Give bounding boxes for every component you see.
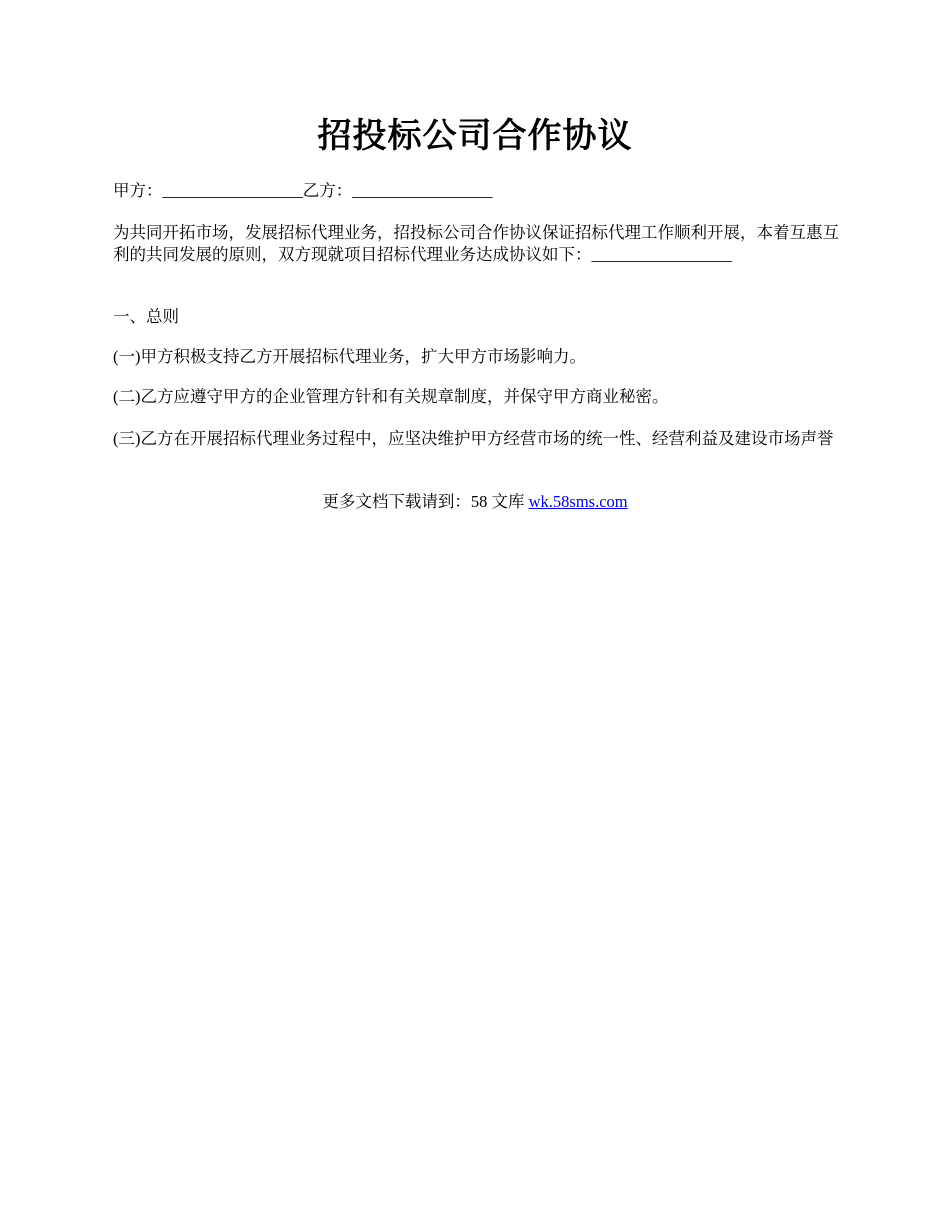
download-footer <box>0 491 950 513</box>
clause-2: (二)乙方应遵守甲方的企业管理方针和有关规章制度，并保守甲方商业秘密。 <box>113 387 669 406</box>
clause-3: (三)乙方在开展招标代理业务过程中，应坚决维护甲方经营市场的统一性、经营利益及建设市场声誉 <box>113 429 834 448</box>
intro-paragraph: 为共同开拓市场，发展招标代理业务，招投标公司合作协议保证招标代理工作顺利开展，本着互惠互利的共同发展的原则，双方现就项目招标代理业务达成协议如下：_________________ <box>113 223 839 264</box>
section-heading: 一、总则 <box>113 307 179 326</box>
footer-link[interactable]: wk.58sms.com <box>528 492 628 511</box>
clause-1: (一)甲方积极支持乙方开展招标代理业务，扩大甲方市场影响力。 <box>113 347 586 366</box>
footer-text: 更多文档下载请到：58 文库 <box>322 492 529 511</box>
document-title: 招投标公司合作协议 <box>317 116 633 156</box>
parties-line: 甲方：_________________乙方：_________________ <box>113 181 493 200</box>
